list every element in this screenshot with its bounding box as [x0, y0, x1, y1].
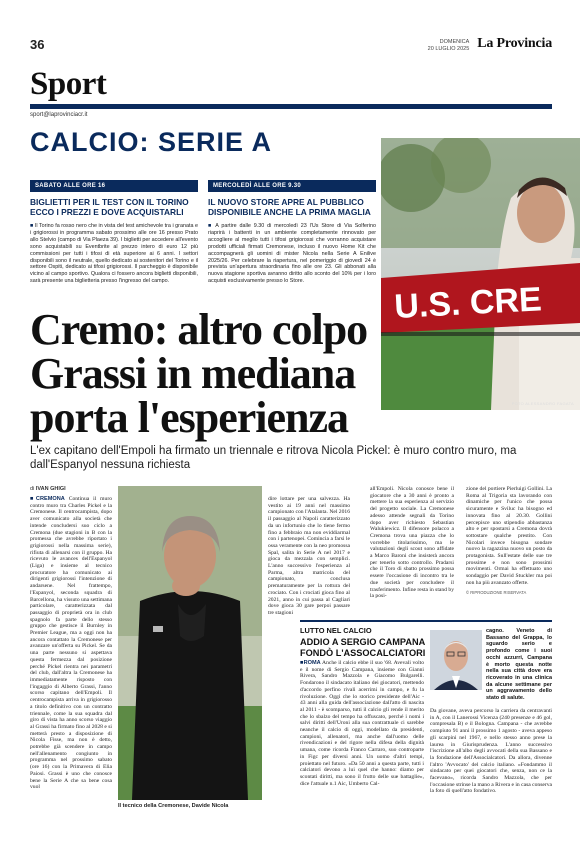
coach-photo-illustration — [118, 486, 262, 800]
byline-author: IVAN GHIGI — [35, 486, 66, 492]
masthead — [428, 36, 552, 52]
headline: Cremo: altro colpo Grassi in mediana porta l'esperienza — [30, 305, 368, 442]
coach-photo — [118, 486, 262, 800]
obituary-text-bold: cagno. Veneto di Bassano del Grappa, lo sguardo serio e profondo come i suoi occhi azzurri, Campana è morto questa notte nella sua città dove era ricoverato in una clinica da alcune settimane per un aggravamento dello stato di salute. — [486, 628, 552, 702]
copyright-note: © RIPRODUZIONE RISERVATA — [466, 589, 527, 595]
article-column-1 — [30, 496, 112, 826]
article-text-3: all'Empoli. Nicola conosce bene il giocatore che a 30 anni è pronto a mettere la sua esperienza al servizio del progetto sociale. La Cremonese adesso attende segnali da Torino dopo aver richiesto Sebastian Walukiewicz. Il difensore polacco a Cremona trova una piazza che lo vorrebbe titolarissimo, ma le valutazioni degli scout sono affidate a Marco Baroni che insisterà ancora per tenerlo sotto controllo. Pradarsi che il Toro di sbatto prossimo possa essere l'occasione di incontro tra le due società per concludere il trasferimento. Infine resta in stand by la posi- — [370, 486, 454, 600]
section-title: Sport — [30, 66, 107, 102]
byline — [30, 486, 66, 492]
info-box-tickets-title: BIGLIETTI PER IL TEST CON IL TORINO ECCO I PREZZI E DOVE ACQUISTARLI — [30, 197, 189, 217]
info-box-tickets-text: ■ Il Torino fa rosso nero che in vista del test amichevole tra i granata e i grigiorossi in programma sabato prossimo alle ore 16 presso Prato allo Stelvio (campo di Via Plaeza 39). I biglietti per accedere all'evento sono acquistabili su Eventbrite al prezzo intero di euro 12 più commissioni per tutti i tifosi di età superiore ai 6 anni. I settori disponibili sono il neutrale, quello dedicato ai sostenitori del Torino e il settore Ospiti, dedicato ai tifosi grigiorossi. Il parcheggio è disponibile vicino al campo sportivo. Qualora ci fossero ancora biglietti disponibili, sarà presente una biglietteria presso l'ingresso del campo. — [30, 223, 198, 285]
topic-kicker: CALCIO: SERIE A — [30, 127, 273, 157]
article-column-4 — [466, 486, 552, 618]
article-text-4: zione del portiere Pierluigi Gollini. La Roma al Trigoria sta lavorando con dinamiche per l'unico che possa sicuramente e Sviluc ha bisogno ed innovata fino al 20.30. Gollini percepisce uno stipendio abbastanza alto e per spostarsi a Cremona dovrà sottostare qualche prestito. Con Nicolari invece bisogna sondare nuovo la ragazzina nuovo un posto da protagonista. Sull'estate delle sue tre prossime e non sono prossimi movimenti. Ormai ha effettuato uno sondaggio per David Stuckler ma poi non ha più avanzato offerte. — [466, 486, 552, 586]
info-box-store-text: ■ A partire dalle 9.30 di mercoledì 23 l'Us Store di Via Solferino riaprirà i battenti in un ambiente completamente rinnovato per accogliere al meglio tutti i tifosi grigiorossi che vorranno acquistare prodotti ufficiali firmati Cremonese, incluso il nuovo Home Kit che accompagnerà gli uomini di mister Nicola nella Serie A Enilive 2025/26. Per celebrare la riapertura, nel pomeriggio di giovedì 24 è prevista un'apertura straordinaria fino alle ore 23. Gli abbonati alla nuova stagione sportiva avranno diritto allo sconto del 10% per i loro acquisti esclusivamente presso lo Store. — [208, 223, 376, 285]
photo-credit: FOTO ALESSANDRO FAGATA — [511, 401, 574, 406]
obituary-portrait — [430, 630, 482, 690]
info-box-store — [208, 180, 376, 320]
page-header — [30, 22, 552, 52]
obituary-column-2 — [430, 708, 552, 830]
article-column-2 — [268, 496, 350, 618]
obituary-column-2-intro — [486, 628, 552, 708]
newspaper-logo: La Provincia — [477, 36, 552, 51]
scarf-text: U.S. CRE — [393, 280, 543, 326]
obituary-kicker: LUTTO NEL CALCIO — [300, 626, 372, 635]
section-rule — [30, 104, 552, 109]
obituary-text-1: Anche il calcio ebbe il suo '68. Avevali volto e il nome di Sergio Campana, insieme con Gianni Rivera, Sandro Mazzola e Giacomo Bulgarelli. Fondarono il sindacato italiano dei giocatori, mettendo d'accordo perfino rivali acerrimi in campo, e fu la rivoluzione. Oggi che lo storico presidente dell'Aic - 43 anni alla guida dell'associazione dall'atto di nascita al 2011 - è scomparso, tutti il calcio gli rende il merito che lo sbalzo del tempo ha offuscato, perché i nomi i salvi diritti dell'Uroni alla sua contrattuale ci sarebbe neanche il calcio di oggi, modellato da presidenti, campioni, allenatori, ma anche dall'uomo delle rivendicazioni e del rigore nella difesa della dignità umana, come ricorda Franco Carraro, suo controparte in Figc per diversi anni. Un uomo d'altri tempi, proiettato nel futuro. «Da 50 anni a questa parte, tutti i calciatori devono a lui quel che hanno: diamo per scontati diritti, ma sono il frutto delle sue battaglie», dice l'attuale n.1 Aic, Umberto Cal- — [300, 660, 424, 787]
info-box-store-head: MERCOLEDÌ ALLE ORE 9.30 — [208, 180, 376, 192]
article-text-2: dire lottare per una salvezza. Ha vestito ai 19 anni nel massimo campionato con l'Atalanta. Nel 2016 il passaggio al Napoli caratterizzato da un infortunio che lo tiene fermo fino a febbraio ma non eviddiarmal con i partenopei. Comincia a farsi le ossa veramente con la neo promossa Spal, salita in Serie A nel 2017 e gioca da mezzala con semplici. L'anno successivo l'esperienza al Parma, altra matricola del campionato, conclusa prematuramente per la rottura del crociato. Con i crociati gioca fino al 2021, anno in cui passa al Cagliari dove gioca 30 gare perpoi passare tre stagioni — [268, 496, 350, 616]
page-number: 36 — [30, 37, 45, 52]
player-photo-illustration — [381, 138, 580, 410]
portrait-illustration — [430, 630, 482, 690]
obituary-dateline: ■ ROMA — [300, 660, 321, 666]
obituary-column-1 — [300, 660, 424, 830]
subheadline: L'ex capitano dell'Empoli ha firmato un triennale e ritrova Nicola Pickel: è muro contro muro, ma dall'Espanyol nessuna richiesta — [30, 445, 517, 471]
section-header — [30, 66, 552, 118]
byline-prefix: di — [30, 486, 35, 492]
obituary-box — [300, 620, 552, 828]
info-box-tickets — [30, 180, 198, 320]
article-dateline: ■ CREMONA — [30, 496, 65, 502]
obituary-title: ADDIO A SERGIO CAMPANA FONDÒ L'ASSOCALCIATORI — [300, 637, 426, 658]
coach-photo-caption: Il tecnico della Cremonese, Davide Nicola — [118, 803, 229, 809]
info-box-store-title: IL NUOVO STORE APRE AL PUBBLICO DISPONIBILE ANCHE LA PRIMA MAGLIA — [208, 197, 371, 217]
article-text-1: Continua il muro contro muro tra Charles Pickel e la Cremonese. Il centrocampista, dopo aver comunicato alla società che intende concludersi suo ciclo a Cremona (due stagioni in B con la promessa che avrebbe riportato i grigiorossi nella massima serie), rifiuta di allenarsi con il gruppo. Ha ricevuto le avances dell'Espanyol (Liga) e insieme al tecnico procuratore ha comunicato ai dirigenti grigiorossi l'intenzione di andarsene. Nel frattempo, l'Espanyol, seconda squadra di Barcellona, ha vissuto una settimana particolare, caratterizzata dal passaggio di proprietà ora in club spagnolo fa parte dello stesso gruppo che gestisce il Burnley in Premier League, ma a oggi non ha ancora contattato la Cremonese per avanzare un'offerta su Pickel. Se da una parte nessuno si aspettava questa fermezza dal posizione perché Pickel rientra nei parametri del club, dall'altra la Cremonese ha immediatamente risposto con l'ingaggio di Alberto Grassi, l'anno scorso capitano dell'Empoli. Il centrocampista arriva in grigiorosso a titolo definitivo con un contratto triennale, come la sua squadra dal giro di vista ha anno scorso viaggio al Grassi ha firmato fino al 2028 e si metterà presto a disposizione di Nicola Fisse, ma non è detto, potrebbe già scendere in campo nell'allenamento congiunto in programma nel prossimo sabato (ore 16) con la Primavera di Elia Paiosi. Grassi è uno che conosce bene la Serie A che sa bene cosa vuol — [30, 496, 112, 791]
issue-date — [428, 39, 470, 52]
section-email: sport@laprovinciacr.it — [30, 112, 88, 118]
player-photo — [381, 138, 580, 410]
issue-day: DOMENICA — [439, 39, 470, 45]
article-column-3 — [370, 486, 454, 618]
obituary-text-2: Da giovane, aveva percorso la carriera da centravanti in A, con il Lanerossi Vicenza (240 presenze e 46 gol, compresala B) e il Bologna. Campana - che avrebbe compiuto 91 anni il prossimo 1 agosto - aveva appeso gli scarpini nel 1967, e nello stesso anno prese la laurea in Giurisprudenza. L'anno successivo l'iscrizione all'albo degli avvocati della sua Bassano e la fondazione dell'Associalcatori. Da allora, divenne l'altro 'Avvocato' del calcio italiano. «Fondammo il sindacato per quei giocatori che, senza, non ce la facevano», ricorda Sandro Mazzola, che per l'occasione strinse la mano a Rivera e in casa conserva la foto di quell'atto fondativo. — [430, 708, 552, 795]
info-box-tickets-head: SABATO ALLE ORE 16 — [30, 180, 198, 192]
issue-date-text: 20 LUGLIO 2025 — [427, 45, 470, 52]
